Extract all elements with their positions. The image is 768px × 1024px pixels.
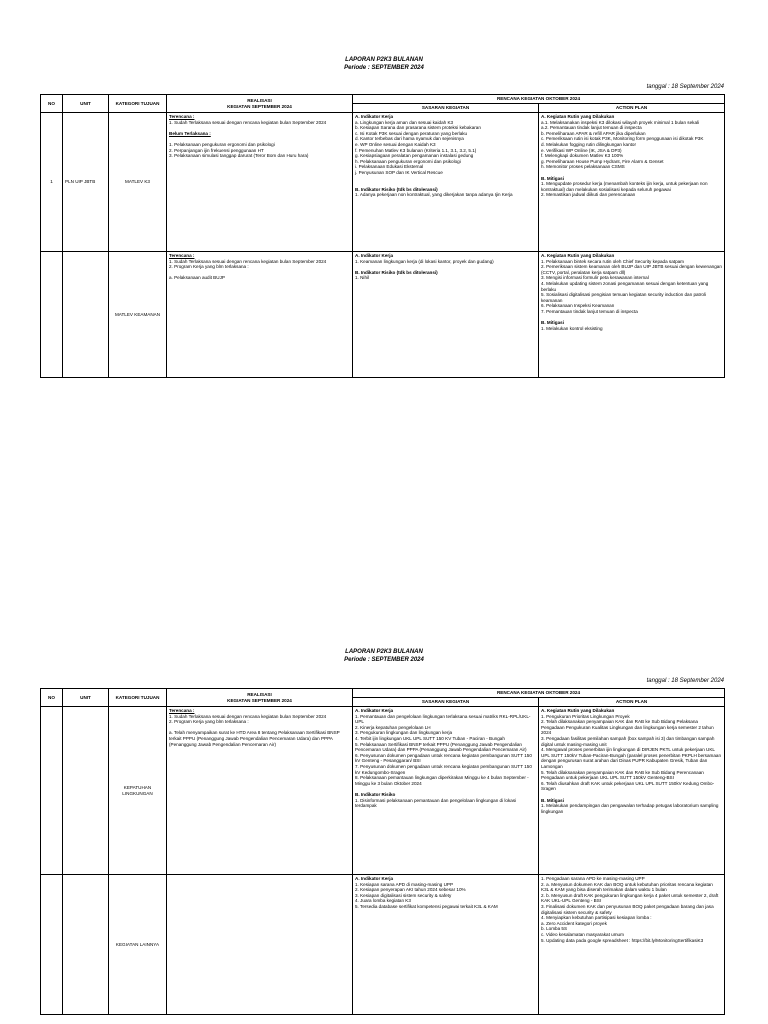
- row-no: [41, 875, 63, 1015]
- list-item: 1. Sudah Terlaksana sesuai dengan rencana kegiatan bulan September 2024: [169, 258, 327, 264]
- list-item: f. Melengkapi dokumen Matlev K3 100%: [541, 153, 624, 159]
- list-item: i. Pelaksanaan Edukasi Eksternal: [355, 164, 424, 170]
- row-unit: [63, 875, 109, 1015]
- header-no: NO: [41, 689, 63, 707]
- header-realisasi: [167, 689, 353, 707]
- row-unit: [63, 252, 109, 378]
- list-item: 5. Pelaksanaan Sertifikasi BNSP terkait PPPU (Penanggung Jawab Pengendalian Pencemaran Udara) dan PPPA (Penanggung Jawab Pengendalian Pencemaran Air): [355, 741, 527, 753]
- list-item: 2. Program Kerja yang blm terlaksana :: [169, 719, 249, 725]
- list-item: d. Melakukan fogging rutin dilingkungan kantor: [541, 141, 636, 147]
- list-item: b. Lomba 5S: [541, 926, 568, 932]
- realisasi-cell: [167, 875, 353, 1015]
- table-row: [41, 252, 725, 378]
- table-row: [41, 875, 725, 1015]
- report-period: Periode : SEPTEMBER 2024: [344, 65, 424, 71]
- section-heading: B. Mitigasi: [541, 797, 564, 803]
- list-item: 2. Kinerja kepatuhan pengelolaan LH: [355, 724, 431, 730]
- list-item: h. Pelaksanaan pengukuran ergonomi dan psikologi: [355, 158, 461, 164]
- list-item: 4. Terbit ijin lingkungan UKL UPL SUTT 150 KV Tuban - Paciran - Bungah: [355, 735, 505, 741]
- table-row: [41, 707, 725, 875]
- list-item: 2. b. Menyusun draft KAK pengukuran lingkungan kerja 4 paket untuk semester 2, draft KAK UKL-UPL Genteng - BSI: [541, 892, 719, 904]
- section-heading: A. Kegiatan Rutin yang Dilakukan: [541, 708, 615, 713]
- list-item: c. Video kesalamatan masyarakat umum: [541, 931, 624, 937]
- list-item: 5. Updating data pada google spreadsheet : https://bit.ly/MonitoringSertifikasiK3: [541, 937, 704, 943]
- header-rencana: RENCANA KEGIATAN OKTOBER 2024: [353, 689, 725, 698]
- list-item: 3. Kesiapan digitalisasi sistem security & safety: [355, 892, 452, 898]
- list-item: a.1. Melaksanakan inspeksi K3 dilokasi wilayah proyek minimal 1 bulan sekali: [541, 119, 700, 125]
- report-period: Periode : SEPTEMBER 2024: [344, 657, 424, 663]
- section-heading: B. Indikator Risiko: [355, 791, 396, 797]
- list-item: 1. Sudah Terlaksana sesuai dengan rencana kegiatan bulan September 2024: [169, 713, 327, 719]
- header-kategori: KATEGORI TUJUAN: [109, 95, 167, 113]
- list-item: 1. Kesiapan sarana APD di masing-masing UPP: [355, 881, 454, 887]
- header-sasaran: SASARAN KEGIATAN: [353, 698, 539, 707]
- list-item: 2. a. Menyusun dokumen KAK dan BOQ untuk kebutuhan prioritas rencana kegiatan K3L & KAM yang bisa diserah terimakan dalam waktu 1 bulan: [541, 881, 713, 893]
- list-item: 4. Juara lomba kegiatan K3: [355, 898, 411, 904]
- row-kategori: KEGIATAN LAINNYA: [109, 875, 167, 1015]
- section-heading: B. Mitigasi: [541, 175, 564, 181]
- header-unit: UNIT: [63, 689, 109, 707]
- list-item: 6. Pelaksanaan Inspeksi Keamanan: [541, 303, 615, 309]
- row-kategori: MATLEV K3: [109, 113, 167, 252]
- list-item: 5. Telah dilaksanakan penyampaian KAK dan RAB ke Sub Bidang Perencanaan Pengadaan untuk pekerjaan UKL UPL SUTT 150kV Genteng-BSI: [541, 769, 704, 781]
- header-realisasi-label: REALISASI: [247, 97, 272, 103]
- list-item: 5. Sosialisasi digitalisasi pengisian temuan kegiatan security induction dan patroli keamanan: [541, 292, 706, 303]
- action-cell: [539, 113, 725, 252]
- list-item: h. Memonitor proses pelaksanaan CSMS: [541, 164, 625, 170]
- list-item: 2. Kesiapan penyerapan AKI tahun 2024 sebesar 10%: [355, 887, 466, 893]
- list-item: 2. Telah dilaksanakan penyampaian KAK dan RAB ke Sub Bidang Pelaksana Pengadaan Pengukuran Kualitas Lingkungan dan lingkungan kerja semester 2 tahun 2024: [541, 719, 714, 736]
- list-item: 6. Penyusunan dokumen pengadaan untuk rencana kegiatan pembangunan SUTT 150 kV Genteng - Pesanggaran/ BSI: [355, 752, 532, 764]
- action-cell: [539, 707, 725, 875]
- belum-label: Belum Terlaksana :: [169, 130, 211, 136]
- realisasi-cell: [167, 113, 353, 252]
- list-item: b. Kesiapan Sarana dan prasarana sistem proteksi kebakaran: [355, 125, 481, 131]
- list-item: 1. Sudah Terlaksana sesuai dengan rencana kegiatan bulan September 2024: [169, 119, 327, 125]
- list-item: 3. Pelaksanaan simulasi tanggap darurat (Teror Bom dan Huru hara): [169, 153, 309, 159]
- list-item: c. Pemeriksaan rutin isi kotak P3K, Monitoring form penggunaan isi dikotak P3K: [541, 136, 704, 142]
- section-heading: B. Indikator Risiko (tdk bs ditoleransi): [355, 269, 438, 275]
- list-item: 3. Finalisasi dokumen KAK dan penyusunan BOQ paket pengadaan barang dan jasa digitalisasi sistem security & safety: [541, 903, 714, 915]
- list-item: d. Kantor terbebas dari hama nyamuk dan sejenisnya: [355, 136, 464, 142]
- list-item: 6. Telah diusahkan draft KAK untuk pekerjaan UKL UPL SUTT 150kV Kedung Ombo-Sragen: [541, 780, 715, 792]
- list-item: 3. Pengukuran lingkungan dan lingkungan kerja: [355, 730, 453, 736]
- sasaran-cell: [353, 707, 539, 875]
- list-item: 1. Adanya pekerjaan non kontraktual, yang dikerjakan tanpa adanya Ijin Kerja: [355, 192, 513, 198]
- section-heading: A. Indikator Kerja: [355, 708, 394, 713]
- list-item: 7. Pemantauan tindak lanjut temuan di inspecta: [541, 308, 638, 314]
- list-item: 8. Pelaksanaan pemantauan lingkungan diperkirakan Minggu ke 4 bulan September - Minggu ke 3 bulan Oktober 2024: [355, 775, 529, 786]
- section-heading: A. Indikator Kerja: [355, 253, 394, 258]
- header-action: ACTION PLAN: [539, 698, 725, 707]
- header-action: ACTION PLAN: [539, 104, 725, 113]
- list-item: e. WP Online sesuai dengan Kaidah K3: [355, 141, 436, 147]
- section-heading: A. Indikator Kerja: [355, 876, 394, 881]
- list-item: a. Pelaksanaan audit BUJP: [169, 275, 225, 281]
- header-sasaran: SASARAN KEGIATAN: [353, 104, 539, 113]
- report-date: tanggal : 18 September 2024: [646, 84, 724, 90]
- row-kategori: MATLEV KEAMANAN: [109, 252, 167, 378]
- report-title: LAPORAN P2K3 BULANAN: [345, 649, 423, 655]
- header-realisasi-label: REALISASI: [247, 691, 272, 697]
- header-realisasi-sub: KEGIATAN SEPTEMBER 2024: [227, 697, 292, 703]
- row-unit: PLN UIP JBTB: [63, 113, 109, 252]
- list-item: 5. Tersedia database sertifikat kompetensi pegawai terkait K3L & KAM: [355, 903, 498, 909]
- header-realisasi: [167, 95, 353, 113]
- list-item: b. Pemeliharaan APAR & refill APAR jika diperlukan: [541, 130, 646, 136]
- list-item: 1. Pengukuran Prioritas Lingkungan Proyek: [541, 713, 630, 719]
- header-realisasi-sub: KEGIATAN SEPTEMBER 2024: [227, 103, 292, 109]
- list-item: 2. Perpanjangan ijin frekuensi penggunaan HT: [169, 147, 264, 153]
- list-item: 2. Program Kerja yang blm terlaksana :: [169, 264, 249, 270]
- header-unit: UNIT: [63, 95, 109, 113]
- list-item: 1. Nihil: [355, 275, 370, 281]
- list-item: g. Pemeliharaan House Pump Hydrant, Fire Alarm & Genset: [541, 158, 664, 164]
- list-item: e. Verifikasi WP Online (IK, JSA & DP3): [541, 147, 622, 153]
- sasaran-cell: [353, 875, 539, 1015]
- row-no: [41, 707, 63, 875]
- list-item: 1. Pelaksanaan bintek secara rutin oleh Chief Security kepada satpam: [541, 258, 685, 264]
- list-item: a. Lingkungan kerja aman dan sesuai kaidah K3: [355, 119, 454, 125]
- list-item: 1. Keamanan lingkungan kerja (di lokasi kantor, proyek dan gudang): [355, 258, 494, 264]
- row-no: 1: [41, 113, 63, 252]
- report-title: LAPORAN P2K3 BULANAN: [345, 57, 423, 63]
- list-item: g. Kesiapsiagaan peralatan pengamanan instalasi gedung: [355, 153, 474, 159]
- list-item: 7. Penyusunan dokumen pengadaan untuk rencana kegiatan pembangunan SUTT 150 kV Kedungombo-Sragen: [355, 763, 532, 775]
- list-item: 1. Melakukan pendampingan dan pengawalan terhadap petugas laboratorium sampling lingkungan: [541, 803, 719, 814]
- list-item: 1. Melakukan kontrol eksisting: [541, 325, 603, 331]
- list-item: j. Penyusunan SOP dan IK Vertical Rescue: [355, 169, 443, 175]
- list-item: 1. Pelaksanaan pengukuran ergonomi dan psikologi: [169, 141, 275, 147]
- list-item: a. Zero Accident kategori proyek: [541, 920, 607, 926]
- list-item: 4. Mengawal proses penerbitan ijin lingkungan di DIRJEN PKTL untuk pekerjaan UKL UPL SUTT 150kV Tuban-Paciran-Bungah (paralel proses penerbitan PKPLH bersamaan dengan pengurusan surat arahan dari Dinas PUPR Kabupaten Gresik, Tuban dan Lamongan: [541, 747, 722, 769]
- list-item: 1. Pengadaan sarana APD ke masing-masing UPP: [541, 876, 645, 881]
- row-unit: [63, 707, 109, 875]
- section-heading: B. Indikator Risiko (tdk bs ditoleransi): [355, 186, 438, 192]
- list-item: c. Isi Kotak P3K sesuai dengan peraturan yang berlaku: [355, 130, 468, 136]
- section-heading: A. Indikator Kerja: [355, 114, 394, 119]
- action-cell: [539, 875, 725, 1015]
- list-item: 3. Pengadaan fasilitas pemilahan sampah (box sampah isi 3) dan timbangan sampah digital untuk masing-masing unit: [541, 735, 715, 747]
- list-item: 4. Melakukan updating sistem zonasi pengamanan sesuai dengan ketentuan yang berlaku: [541, 280, 709, 292]
- terencana-label: Terencana :: [169, 114, 195, 119]
- list-item: a.2. Pemantauan tindak lanjut temuan di inspecta: [541, 125, 642, 131]
- header-no: NO: [41, 95, 63, 113]
- sasaran-cell: [353, 252, 539, 378]
- report-table: [40, 688, 725, 1015]
- action-cell: [539, 252, 725, 378]
- header-rencana: RENCANA KEGIATAN OKTOBER 2024: [353, 95, 725, 104]
- terencana-label: Terencana :: [169, 708, 195, 713]
- section-heading: A. Kegiatan Rutin yang Dilakukan: [541, 253, 615, 258]
- section-heading: B. Mitigasi: [541, 320, 564, 326]
- terencana-label: Terencana :: [169, 253, 195, 258]
- header-kategori: KATEGORI TUJUAN: [109, 689, 167, 707]
- row-no: [41, 252, 63, 378]
- table-row: [41, 113, 725, 252]
- report-date: tanggal : 18 September 2024: [646, 678, 724, 684]
- section-heading: A. Kegiatan Rutin yang Dilakukan: [541, 114, 615, 119]
- list-item: 4. Menyiapkan kebutuhan partisipasi kesiapan lomba :: [541, 915, 652, 921]
- list-item: 1. Pemantauan dan pengelolaan lingkungan terlaksana sesuai matriks RKL-RPL/UKL-UPL: [355, 713, 531, 725]
- list-item: 2. Memastikan jadwal diikuti dan perencanaan: [541, 192, 636, 198]
- row-kategori: KEPATUHAN LINGKUNGAN: [109, 707, 167, 875]
- list-item: 3. Mengisi informasi formulir peta kerawanan internal: [541, 275, 649, 281]
- realisasi-cell: [167, 252, 353, 378]
- list-item: 2. Pemeriksaan sistem keamanan oleh BUJP dan UIP JBTB sesuai dengan kewenangan (CCTV, portal, peralatan kerja satpam dll): [541, 264, 722, 275]
- list-item: a. Telah menyampaikan surat ke HTD Area 8 tentang Pelaksanaan Sertifikasi BNSP terkait PPPU (Penanggung Jawab Pengendalian Pencemaran Udara) dan PPPA (Penanggung Jawab Pengendalian Pencemaran Air): [169, 730, 340, 747]
- sasaran-cell: [353, 113, 539, 252]
- report-table: [40, 94, 725, 378]
- list-item: f. Pemenuhan Matlev K3 bulanan (Kriteria 1.1, 3.1, 3.2, 5.1): [355, 147, 477, 153]
- list-item: 1. Mengupdate prosedur kerja (menambah konteks ijin kerja, untuk pekerjaan non kontraktual) dan melakukan sosialisasi kepada seluruh pegawai: [541, 181, 708, 192]
- realisasi-cell: [167, 707, 353, 875]
- list-item: 1. Disinformasi pelaksanaan pemantauan dan pengelolaan lingkungan di lokasi terdampak: [355, 797, 517, 809]
